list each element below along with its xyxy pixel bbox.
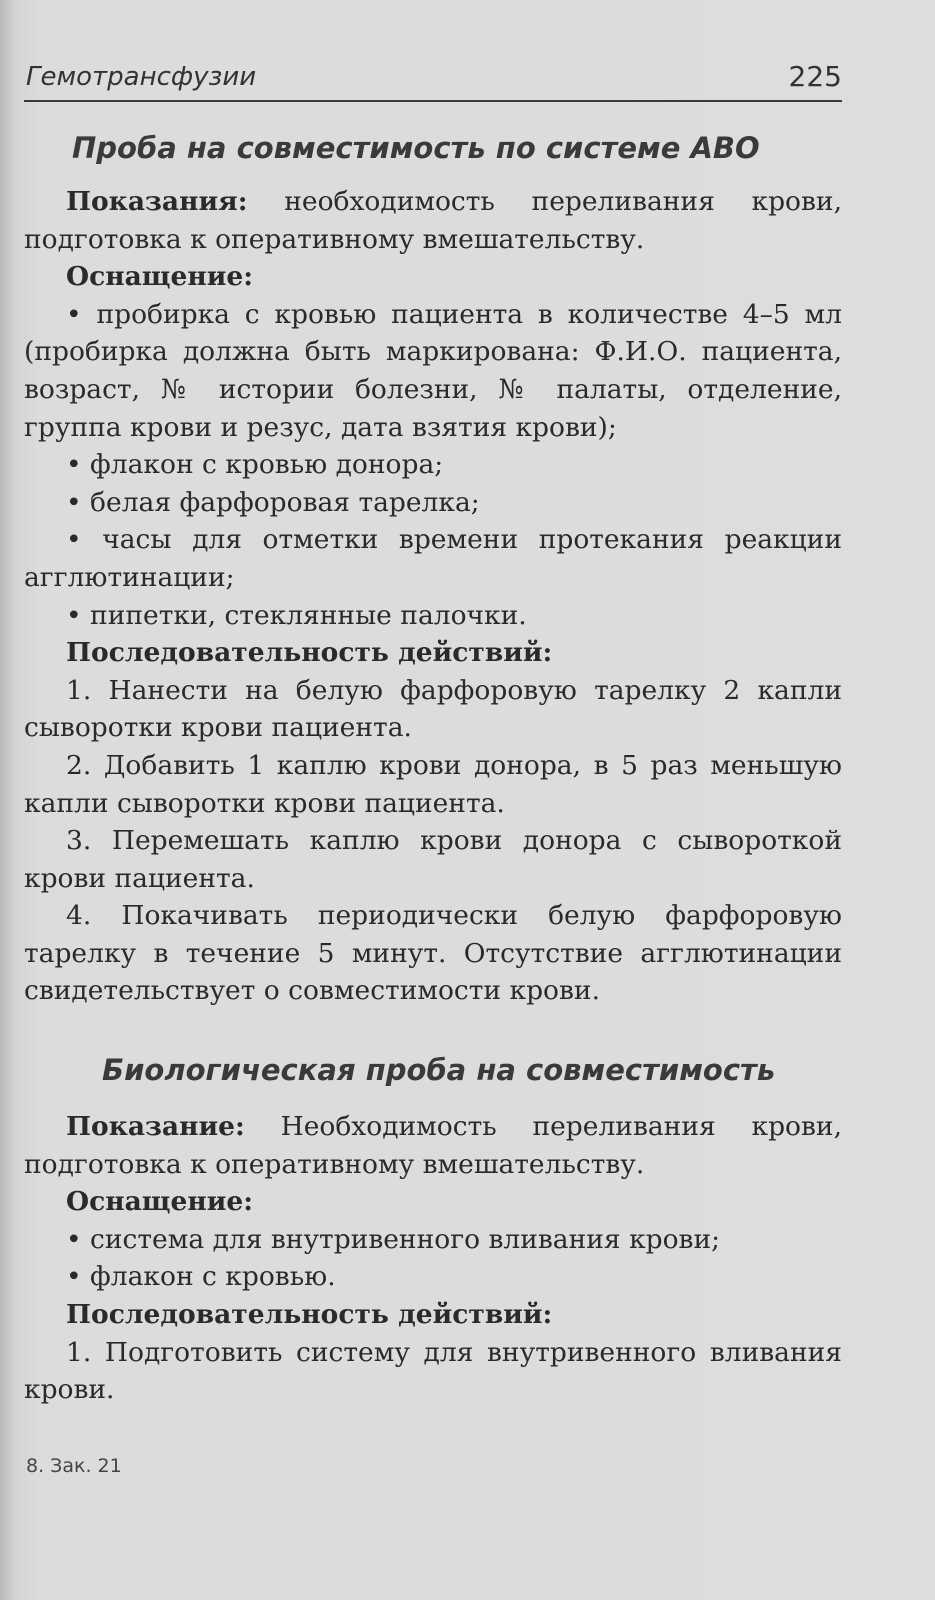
indications-label: Показание:: [66, 1111, 245, 1142]
indications-text: Необходимость переливания крови, подготовка к оперативному вмешательству.: [24, 1111, 842, 1180]
section-title-abo: Проба на совместимость по системе АВО: [72, 131, 760, 165]
equipment-item: • белая фарфоровая тарелка;: [66, 486, 480, 518]
indications-paragraph: [24, 183, 842, 258]
equipment-item: • система для внутривенного вливания крови;: [66, 1223, 721, 1255]
equipment-label: Оснащение:: [66, 1186, 254, 1218]
steps-label: Последовательность действий:: [66, 637, 553, 669]
indications-paragraph: [24, 1108, 842, 1183]
section-biological-compatibility: [24, 1108, 842, 1409]
running-title: Гемотрансфузии: [26, 62, 257, 92]
equipment-item: • пипетки, стеклянные палочки.: [66, 599, 527, 631]
section-title-biological: Биологическая проба на совместимость: [102, 1053, 776, 1087]
equipment-item: • часы для отметки времени протекания реакции агглютинации;: [24, 524, 842, 593]
steps-label: Последовательность действий:: [66, 1298, 553, 1330]
running-header: [24, 60, 842, 102]
indications-text: необходимость переливания крови, подготовка к оперативному вмешательству.: [24, 186, 842, 255]
indications-label: Показания:: [66, 186, 248, 217]
step-item: 1. Нанести на белую фарфоровую тарелку 2 капли сыворотки крови пациента.: [24, 674, 842, 744]
equipment-label: Оснащение:: [66, 261, 254, 293]
equipment-item: • пробирка с кровью пациента в количестве 4–5 мл (пробирка должна быть маркирована: Ф.И.О. пациента, возраст, № истории болезни, № палаты, отделение, группа крови и резус, дата взятия крови);: [24, 298, 842, 443]
equipment-item: • флакон с кровью.: [66, 1261, 336, 1293]
page-number: 225: [788, 60, 842, 93]
section-abo-compatibility: [24, 183, 842, 1010]
step-item: 1. Подготовить систему для внутривенного вливания крови.: [24, 1336, 842, 1406]
step-item: 2. Добавить 1 каплю крови донора, в 5 раз меньшую капли сыворотки крови пациента.: [24, 749, 842, 819]
step-item: 3. Перемешать каплю крови донора с сывороткой крови пациента.: [24, 825, 842, 894]
print-signature: 8. Зак. 21: [26, 1455, 122, 1477]
equipment-item: • флакон с кровью донора;: [66, 449, 444, 481]
step-item: 4. Покачивать периодически белую фарфоровую тарелку в течение 5 минут. Отсутствие агглютинации свидетельствует о совместимости крови.: [24, 900, 842, 1007]
